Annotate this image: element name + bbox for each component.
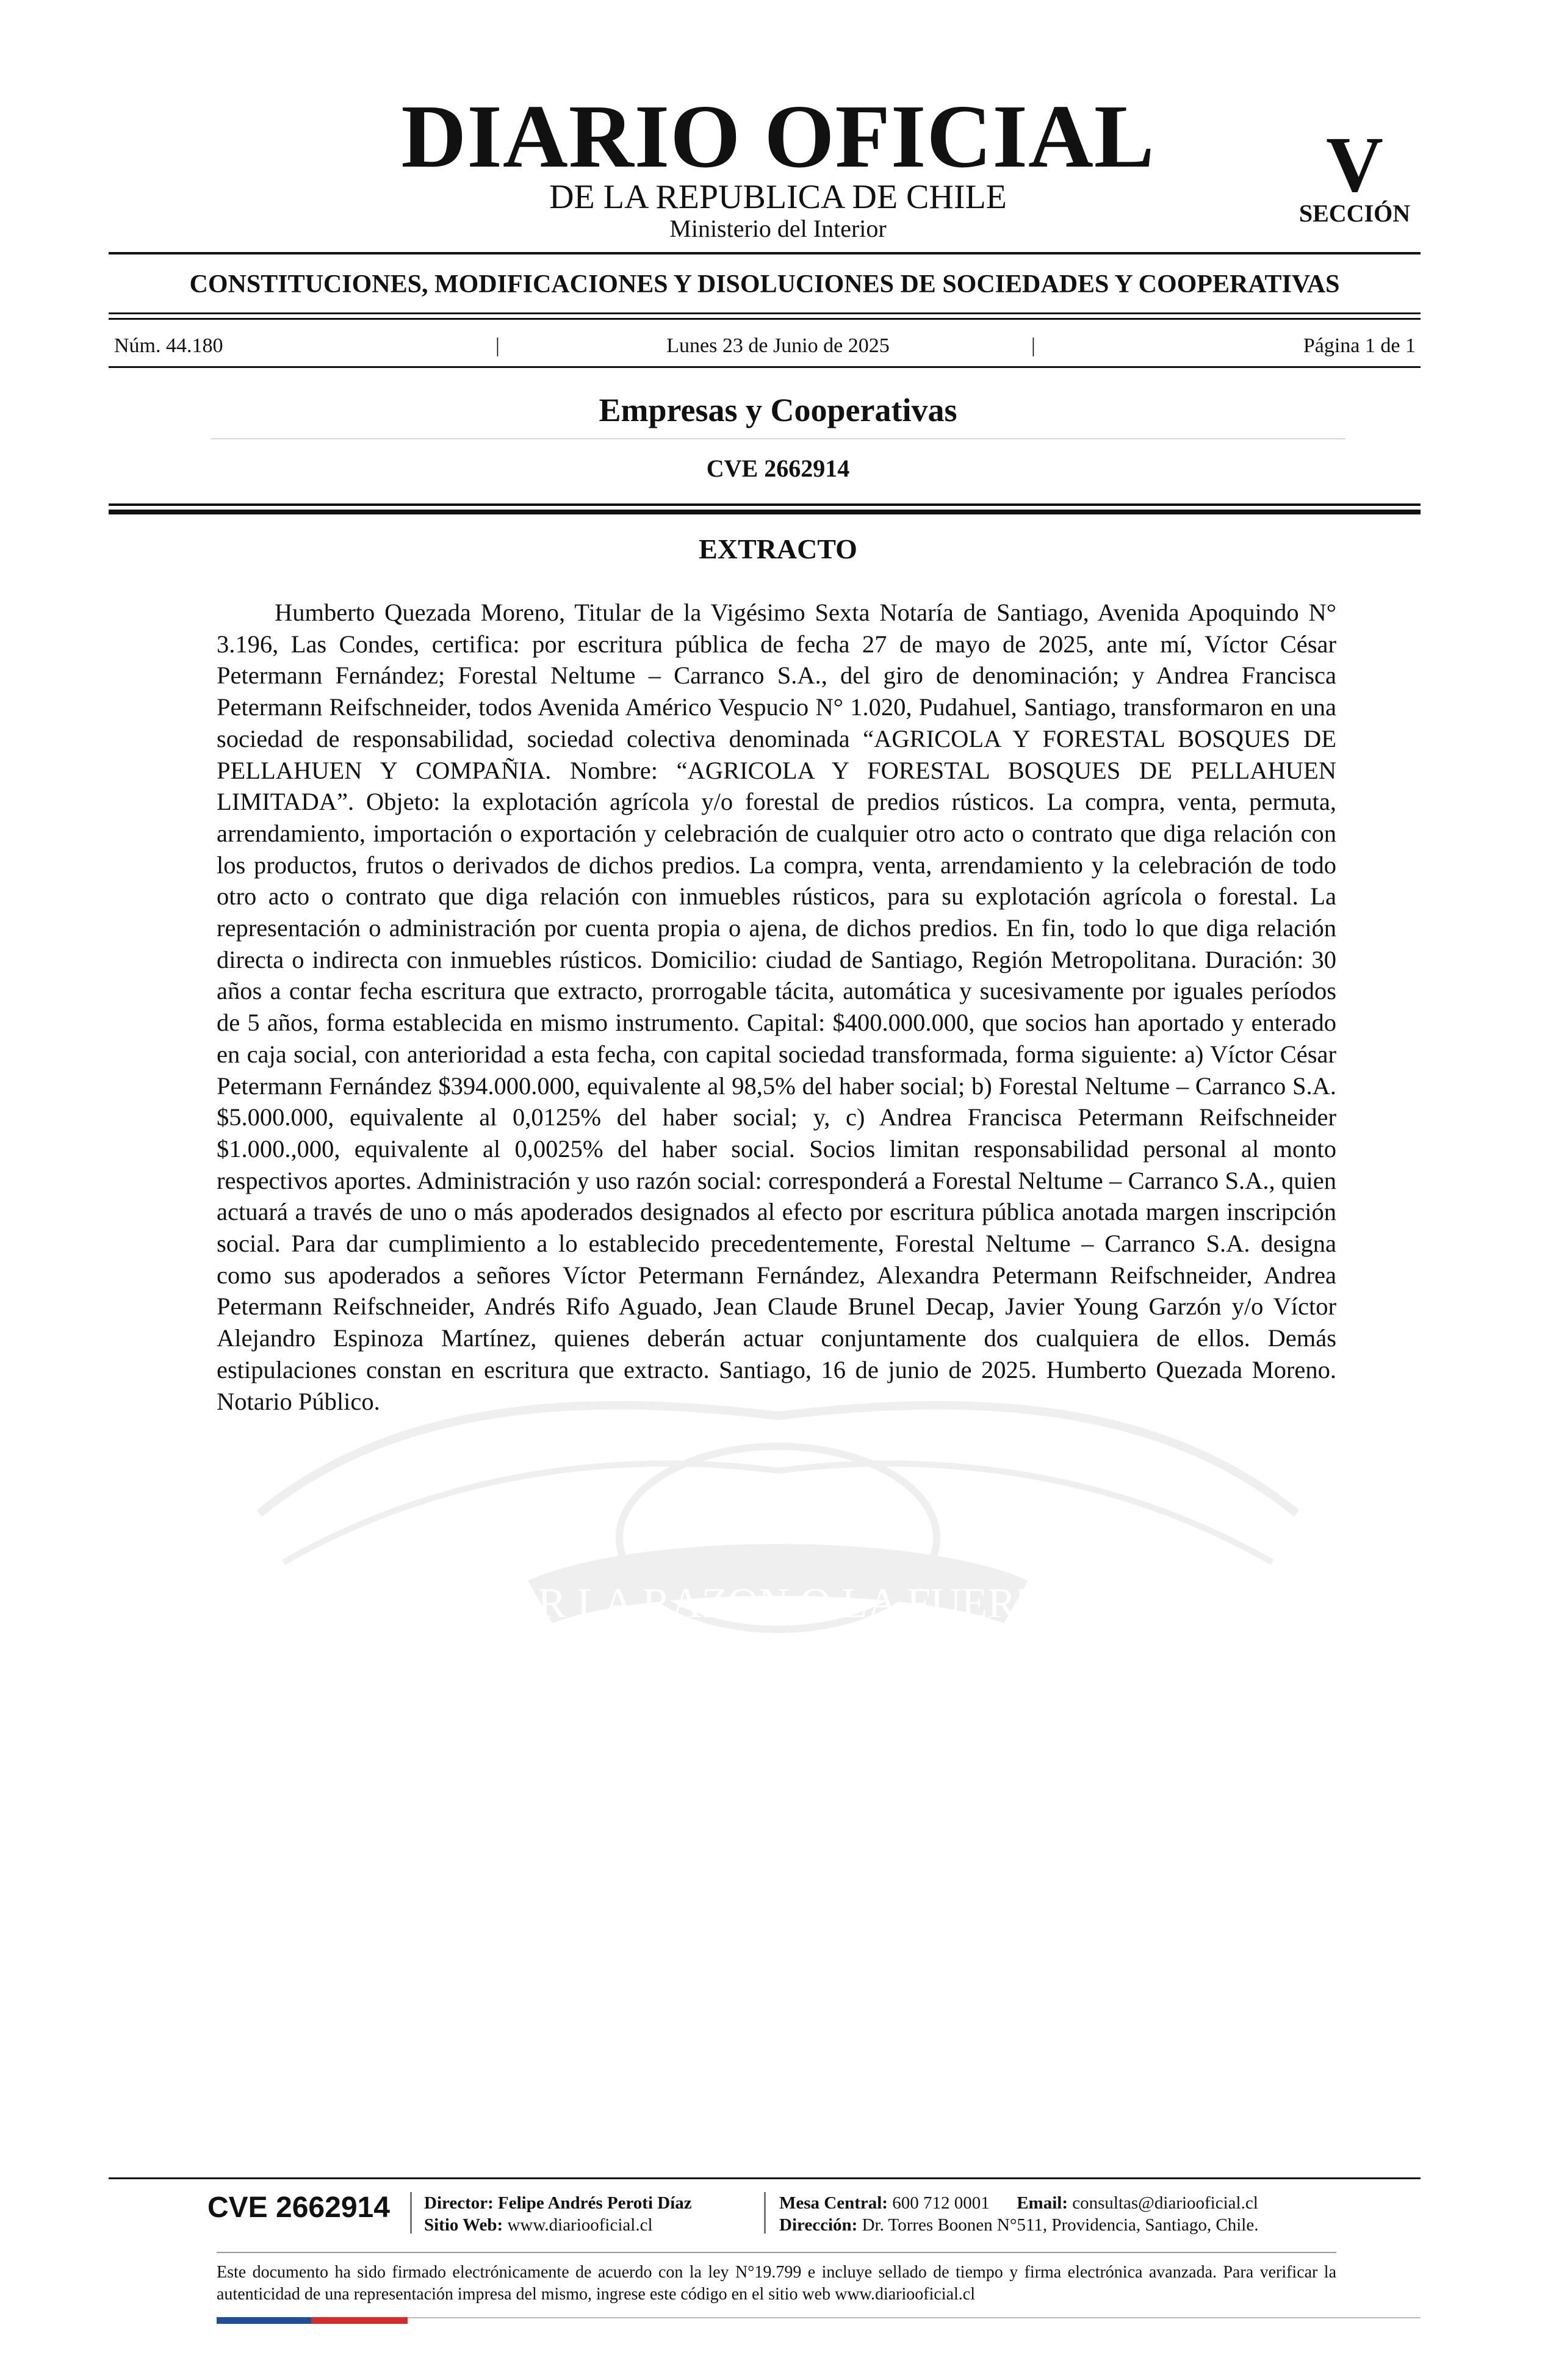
footer-divider [217, 2252, 1336, 2253]
flag-stripe-blue [217, 2317, 311, 2324]
director-name: Felipe Andrés Peroti Díaz [498, 2193, 692, 2213]
flag-stripe-red [311, 2317, 408, 2324]
coat-of-arms-watermark-icon [211, 1379, 1345, 1648]
masthead-subtitle: DE LA REPUBLICA DE CHILE [549, 178, 1007, 216]
footer-separator [410, 2192, 412, 2234]
page-indicator: Página 1 de 1 [1303, 334, 1416, 357]
footer-address [779, 2214, 1258, 2236]
document-title: EXTRACTO [699, 533, 857, 564]
info-separator: | [1031, 334, 1036, 357]
info-separator: | [495, 334, 500, 357]
section-letter: V [1326, 121, 1383, 209]
info-bottom-rule [109, 366, 1421, 368]
legal-notice: Este documento ha sido firmado electrónicamente de acuerdo con la ley N°19.799 e incluye sellado de tiempo y firma electrónica avanzada. Para verificar la autenticidad de una representación impresa del mismo, ingrese este código en el sitio web www.diariooficial.cl [217, 2263, 1336, 2304]
footer-separator [764, 2192, 766, 2234]
section-label: SECCIÓN [1298, 200, 1411, 227]
address-label: Dirección: [779, 2215, 858, 2235]
banner-bottom-rule [109, 312, 1421, 314]
footer-cve: CVE 2662914 [207, 2191, 390, 2224]
email-link[interactable]: consultas@diariooficial.cl [1072, 2193, 1258, 2213]
cve-rule [109, 503, 1421, 506]
email-label: Email: [1017, 2193, 1068, 2213]
director-label: Director: [424, 2193, 494, 2213]
website-label: Sitio Web: [424, 2215, 503, 2235]
masthead-title: DIARIO OFICIAL [401, 87, 1155, 187]
footer-director [424, 2192, 692, 2214]
phone-label: Mesa Central: [779, 2193, 888, 2213]
heading-divider [211, 438, 1345, 439]
phone-value: 600 712 0001 [892, 2193, 990, 2213]
issue-date: Lunes 23 de Junio de 2025 [666, 334, 890, 357]
banner-bottom-rule-2 [109, 318, 1421, 320]
section-banner: CONSTITUCIONES, MODIFICACIONES Y DISOLUCIONES DE SOCIEDADES Y COOPERATIVAS [189, 270, 1340, 298]
issue-number: Núm. 44.180 [114, 334, 223, 357]
cve-rule-thick [109, 510, 1421, 514]
masthead-ministry: Ministerio del Interior [669, 215, 887, 242]
cve-code: CVE 2662914 [706, 455, 850, 482]
footer-top-rule [109, 2177, 1421, 2179]
watermark-motto: POR LA RAZON O LA FUERZA [483, 1580, 1073, 1627]
footer-contact [779, 2192, 1258, 2214]
footer-website [424, 2214, 653, 2236]
address-value: Dr. Torres Boonen N°511, Providencia, Santiago, Chile. [862, 2215, 1259, 2235]
website-link[interactable]: www.diariooficial.cl [507, 2215, 653, 2235]
section-heading: Empresas y Cooperativas [599, 392, 957, 428]
banner-top-rule [109, 252, 1421, 254]
extract-body: Humberto Quezada Moreno, Titular de la Vigésimo Sexta Notaría de Santiago, Avenida Apoquindo N° 3.196, Las Condes, certifica: por escritura pública de fecha 27 de mayo de 2025, ante mí, Víctor César Petermann Fernández; Forestal Neltume – Carranco S.A., del giro de denominación; y Andrea Francisca Petermann Reifschneider, todos Avenida Américo Vespucio N° 1.020, Pudahuel, Santiago, transformaron en una sociedad de responsabilidad, sociedad colectiva denominada “AGRICOLA Y FORESTAL BOSQUES DE PELLAHUEN Y COMPAÑIA. Nombre: “AGRICOLA Y FORESTAL BOSQUES DE PELLAHUEN LIMITADA”. Objeto: la explotación agrícola y/o forestal de predios rústicos. La compra, venta, permuta, arrendamiento, importación o exportación y celebración de cualquier otro acto o contrato que diga relación con los productos, frutos o derivados de dichos predios. La compra, venta, arrendamiento y la celebración de todo otro acto o contrato que diga relación con inmuebles rústicos, para su explotación agrícola o forestal. La representación o administración por cuenta propia o ajena, de dichos predios. En fin, todo lo que diga relación directa o indirecta con inmuebles rústicos. Domicilio: ciudad de Santiago, Región Metropolitana. Duración: 30 años a contar fecha escritura que extracto, prorrogable tácita, automática y sucesivamente por iguales períodos de 5 años, forma establecida en mismo instrumento. Capital: $400.000.000, que socios han aportado y enterado en caja social, con anterioridad a esta fecha, con capital sociedad transformada, forma siguiente: a) Víctor César Petermann Fernández $394.000.000, equivalente al 98,5% del haber social; b) Forestal Neltume – Carranco S.A. $5.000.000, equivalente al 0,0125% del haber social; y, c) Andrea Francisca Petermann Reifschneider $1.000.,000, equivalente al 0,0025% del haber social. Socios limitan responsabilidad personal al monto respectivos aportes. Administración y uso razón social: corresponderá a Forestal Neltume – Carranco S.A., quien actuará a través de uno o más apoderados designados al efecto por escritura pública anotada margen inscripción social. Para dar cumplimiento a lo establecido precedentemente, Forestal Neltume – Carranco S.A. designa como sus apoderados a señores Víctor Petermann Fernández, Alexandra Petermann Reifschneider, Andrea Petermann Reifschneider, Andrés Rifo Aguado, Jean Claude Brunel Decap, Javier Young Garzón y/o Víctor Alejandro Espinoza Martínez, quienes deberán actuar conjuntamente dos cualquiera de ellos. Demás estipulaciones constan en escritura que extracto. Santiago, 16 de junio de 2025. Humberto Quezada Moreno. Notario Público. [217, 599, 1336, 1415]
